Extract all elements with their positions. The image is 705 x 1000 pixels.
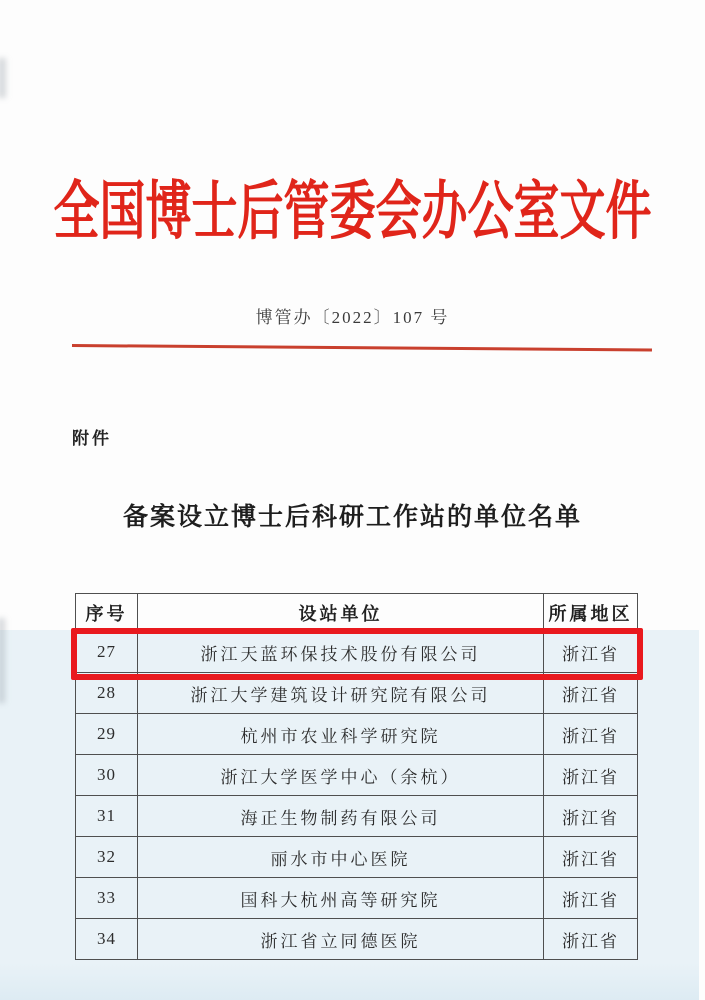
unit-name-cell: 浙江省立同德医院 xyxy=(138,919,544,960)
row-no-cell: 30 xyxy=(76,755,138,796)
units-table xyxy=(75,593,638,960)
region-cell: 浙江省 xyxy=(544,755,638,796)
document-header-title: 全国博士后管委会办公室文件 xyxy=(53,176,652,247)
region-cell: 浙江省 xyxy=(544,673,638,714)
column-header-region: 所属地区 xyxy=(544,594,638,632)
scan-smudge xyxy=(0,618,5,703)
row-no-cell: 29 xyxy=(76,714,138,755)
region-cell: 浙江省 xyxy=(544,796,638,837)
row-no-cell: 28 xyxy=(76,673,138,714)
region-cell: 浙江省 xyxy=(544,919,638,960)
unit-name-cell: 杭州市农业科学研究院 xyxy=(138,714,544,755)
row-no-cell: 31 xyxy=(76,796,138,837)
row-no-cell: 34 xyxy=(76,919,138,960)
row-no-cell: 33 xyxy=(76,878,138,919)
column-header-no: 序号 xyxy=(76,594,138,632)
red-divider-line xyxy=(72,344,652,351)
unit-name-cell: 丽水市中心医院 xyxy=(138,837,544,878)
region-cell: 浙江省 xyxy=(544,878,638,919)
unit-name-cell: 浙江大学医学中心（余杭） xyxy=(138,755,544,796)
table-row-33 xyxy=(76,878,638,919)
unit-name-cell: 浙江大学建筑设计研究院有限公司 xyxy=(138,673,544,714)
table-row-31 xyxy=(76,796,638,837)
table-row-28 xyxy=(76,673,638,714)
table-row-29 xyxy=(76,714,638,755)
table-header-row xyxy=(76,594,638,632)
row-no-cell: 27 xyxy=(76,632,138,673)
attachment-label: 附件 xyxy=(72,429,112,448)
table-row-27 xyxy=(76,632,638,673)
unit-name-cell: 浙江天蓝环保技术股份有限公司 xyxy=(138,632,544,673)
table-row-30 xyxy=(76,755,638,796)
document-number: 博管办〔2022〕107 号 xyxy=(255,308,450,327)
list-title: 备案设立博士后科研工作站的单位名单 xyxy=(122,504,582,531)
column-header-unit: 设站单位 xyxy=(138,594,544,632)
table-row-34 xyxy=(76,919,638,960)
region-cell: 浙江省 xyxy=(544,714,638,755)
unit-name-cell: 国科大杭州高等研究院 xyxy=(138,878,544,919)
row-no-cell: 32 xyxy=(76,837,138,878)
scan-smudge xyxy=(0,58,6,98)
region-cell: 浙江省 xyxy=(544,837,638,878)
region-cell: 浙江省 xyxy=(544,632,638,673)
table-row-32 xyxy=(76,837,638,878)
unit-name-cell: 海正生物制药有限公司 xyxy=(138,796,544,837)
